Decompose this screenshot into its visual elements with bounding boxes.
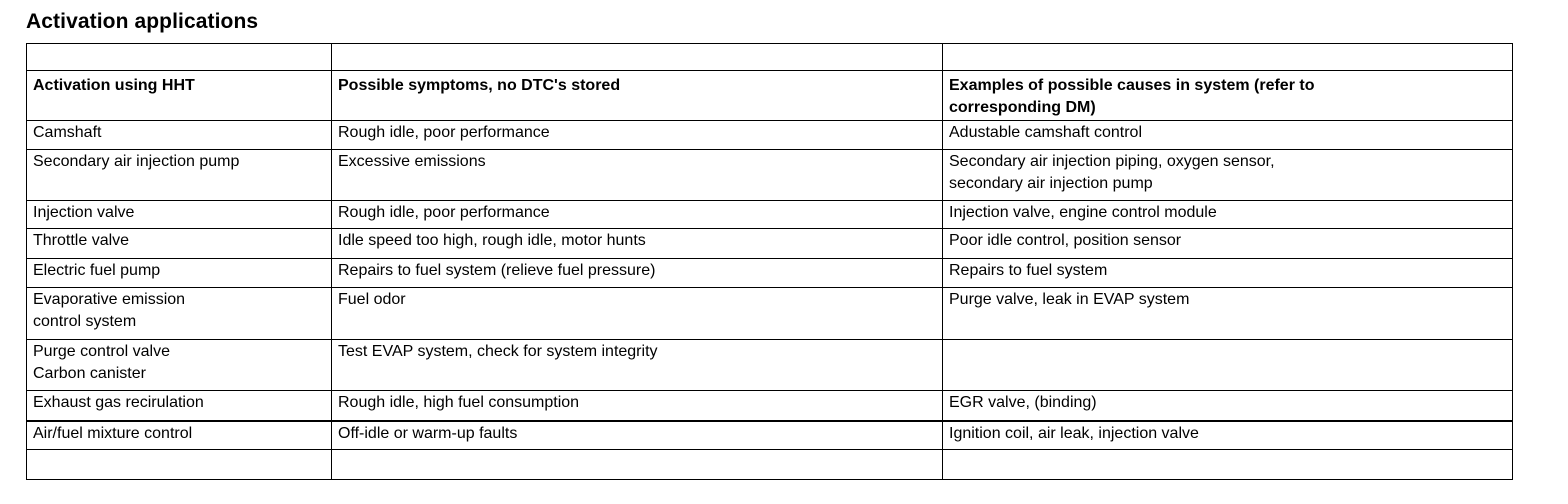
- table-cell: Repairs to fuel system: [943, 259, 1513, 288]
- page-title: Activation applications: [26, 10, 259, 33]
- table-cell: Secondary air injection piping, oxygen sensor, secondary air injection pump: [943, 150, 1513, 201]
- table-row: [27, 421, 1513, 450]
- table-empty-top-row: [27, 44, 1513, 71]
- table-cell: [27, 450, 332, 480]
- table-cell: Repairs to fuel system (relieve fuel pressure): [332, 259, 943, 288]
- table-row: [27, 201, 1513, 229]
- table-cell: Rough idle, high fuel consumption: [332, 391, 943, 421]
- table-row: [27, 288, 1513, 340]
- table-header-row: [27, 71, 1513, 121]
- column-header: Examples of possible causes in system (refer to corresponding DM): [943, 71, 1513, 121]
- table-row: [27, 150, 1513, 201]
- activation-table: [26, 43, 1513, 480]
- table-empty-bottom-row: [27, 450, 1513, 480]
- table-cell: Test EVAP system, check for system integrity: [332, 340, 943, 391]
- table-cell: [332, 450, 943, 480]
- table-cell: Poor idle control, position sensor: [943, 229, 1513, 259]
- table-cell: Secondary air injection pump: [27, 150, 332, 201]
- table-row: [27, 229, 1513, 259]
- column-header: Activation using HHT: [27, 71, 332, 121]
- table-cell: [943, 340, 1513, 391]
- table-cell: Adustable camshaft control: [943, 121, 1513, 150]
- table-cell: Fuel odor: [332, 288, 943, 340]
- table-cell: Camshaft: [27, 121, 332, 150]
- table-row: [27, 259, 1513, 288]
- table-cell: [943, 44, 1513, 71]
- table-cell: Excessive emissions: [332, 150, 943, 201]
- table-cell: [27, 44, 332, 71]
- table-cell: Injection valve, engine control module: [943, 201, 1513, 229]
- table-cell: Electric fuel pump: [27, 259, 332, 288]
- table-cell: Throttle valve: [27, 229, 332, 259]
- table-cell: EGR valve, (binding): [943, 391, 1513, 421]
- table-row: [27, 340, 1513, 391]
- table-cell: Off-idle or warm-up faults: [332, 421, 943, 450]
- table-cell: Evaporative emission control system: [27, 288, 332, 340]
- table-cell: Ignition coil, air leak, injection valve: [943, 421, 1513, 450]
- column-header: Possible symptoms, no DTC's stored: [332, 71, 943, 121]
- table-cell: Air/fuel mixture control: [27, 421, 332, 450]
- table-cell: Idle speed too high, rough idle, motor hunts: [332, 229, 943, 259]
- table-cell: Purge control valve Carbon canister: [27, 340, 332, 391]
- table-cell: Exhaust gas recirulation: [27, 391, 332, 421]
- table-cell: Purge valve, leak in EVAP system: [943, 288, 1513, 340]
- table-cell: Rough idle, poor performance: [332, 201, 943, 229]
- table-cell: [943, 450, 1513, 480]
- table-cell: Injection valve: [27, 201, 332, 229]
- table-row: [27, 391, 1513, 421]
- table-cell: [332, 44, 943, 71]
- table-row: [27, 121, 1513, 150]
- table-cell: Rough idle, poor performance: [332, 121, 943, 150]
